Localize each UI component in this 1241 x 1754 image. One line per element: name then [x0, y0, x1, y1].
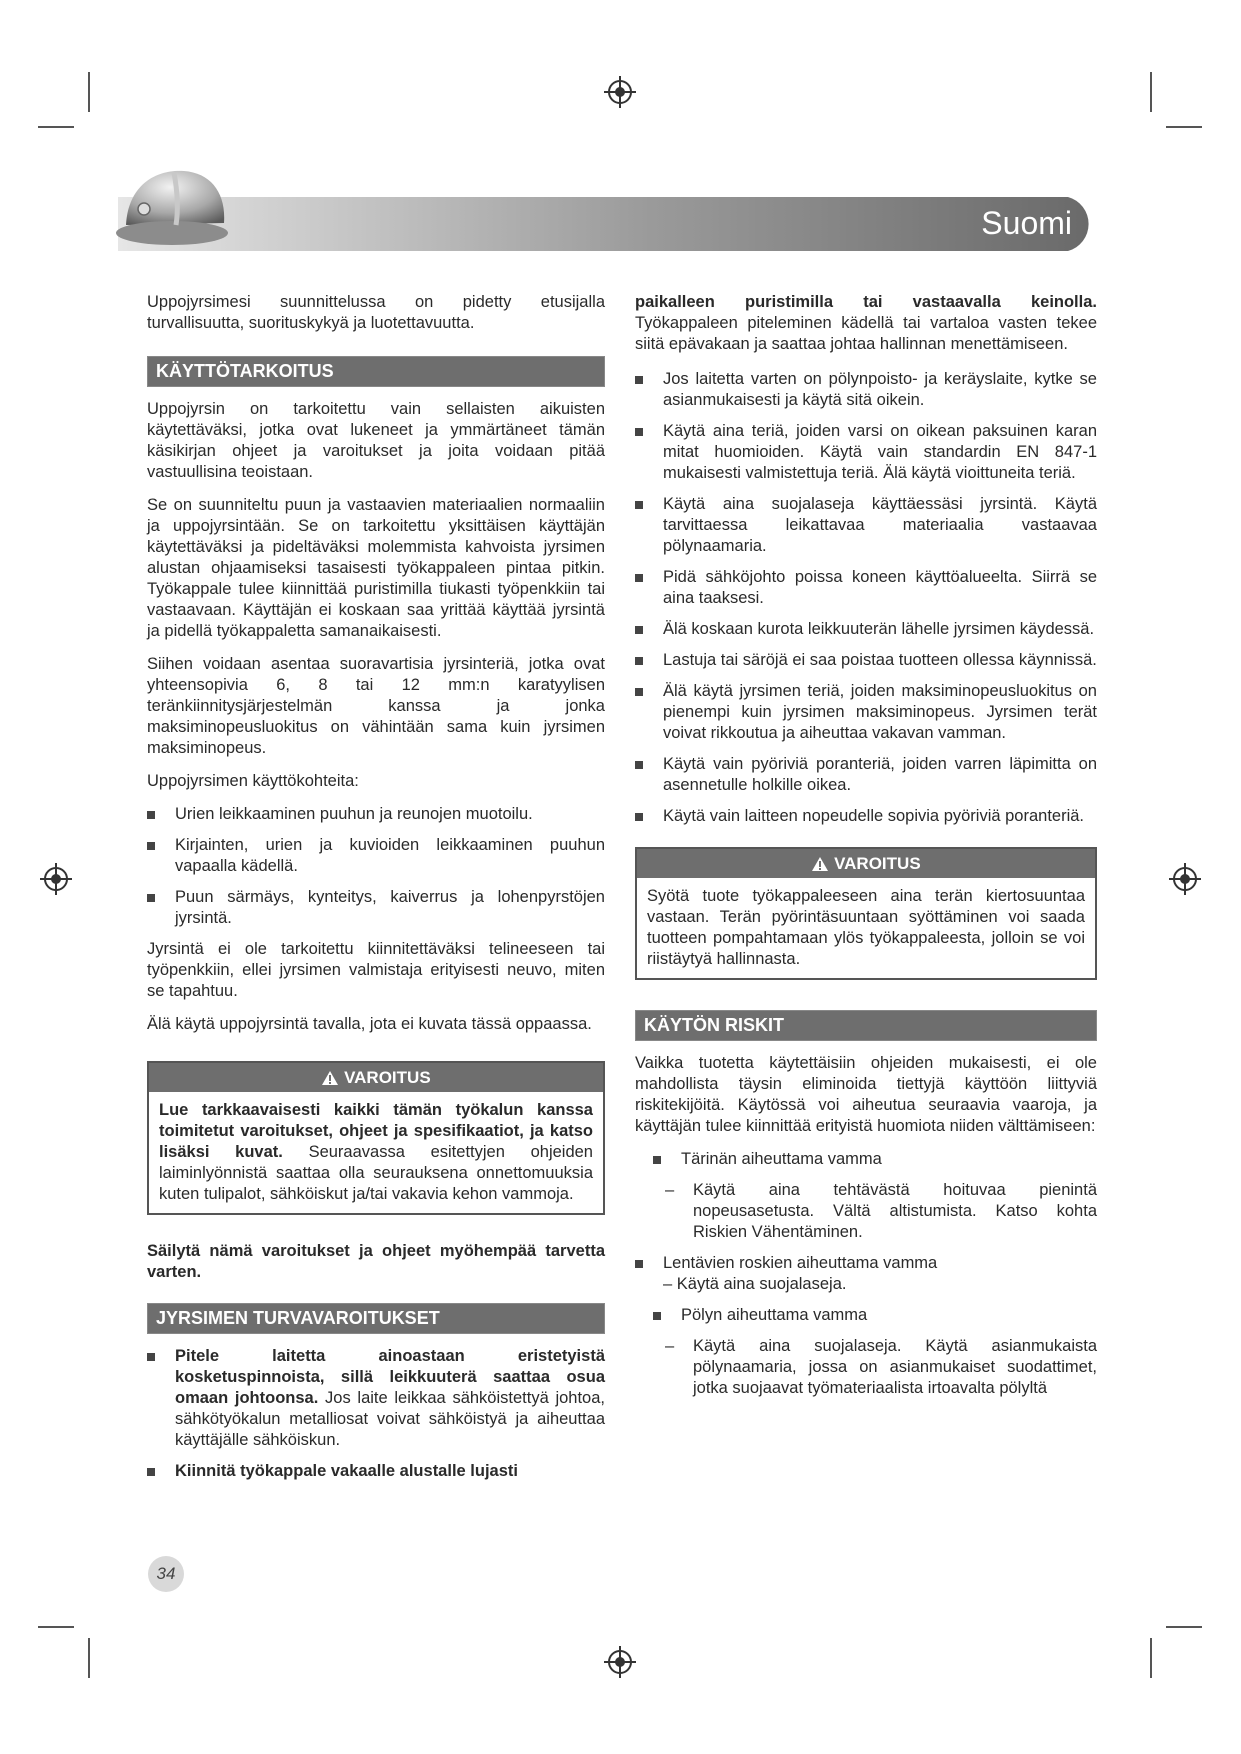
list-item: Käytä aina teriä, joiden varsi on oikean paksuinen karan mitat huomioiden. Käytä vain standardin EN 847-1 mukaisesti valmistettuja teriä. Älä käytä vioittuneita teriä.	[635, 421, 1097, 484]
risk-detail: – Käytä aina suojalaseja. Käytä asianmukaista pölynaamaria, jossa on asianmukaiset suodattimet, jotka suojaavat työmateriaalista irtoavalta pölyltä	[665, 1337, 1097, 1397]
intro-text: Uppojyrsimesi suunnittelussa on pidetty etusijalla turvallisuutta, suorituskykyä ja luotettavuutta.	[147, 293, 605, 332]
list-item: Pölyn aiheuttama vamma	[653, 1305, 1097, 1326]
warning-body: Lue tarkkaavaisesti kaikki tämän työkalun kanssa toimitetut varoitukset, ohjeet ja spesifikaatiot, ja katso lisäksi kuvat. Seuraavassa esitettyjen ohjeiden laiminlyönnistä saattaa olla seurauksena onnettomuuksia kuten tulipalot, sähköiskut ja/tai vakavia kehon vammoja.	[159, 1101, 593, 1203]
warning-triangle-icon	[811, 856, 829, 872]
list-item: Puun särmäys, kynteitys, kaiverrus ja lohenpyrstöjen jyrsintä.	[147, 887, 605, 929]
crop-mark	[38, 1626, 74, 1628]
warning-header	[637, 849, 1095, 878]
uses-heading: Uppojyrsimen käyttökohteita:	[147, 772, 359, 790]
purpose-paragraph: Uppojyrsin on tarkoitettu vain sellaisten aikuisten käytettäväksi, jotka ovat lukeneet ja ymmärtäneet tämän käsikirjan ohjeet ja varoitukset ja joita voidaan pitää vastuullisina teoistaan.	[147, 400, 605, 481]
keep-instructions: Säilytä nämä varoitukset ja ohjeet myöhempää tarvetta varten.	[147, 1242, 605, 1281]
banner-label-wrap	[118, 193, 1096, 255]
risks-intro: Vaikka tuotetta käytettäisiin ohjeiden mukaisesti, ei ole mahdollista täysin eliminoida tiettyjä käyttöön liittyviä riskitekijöitä. Käytössä voi aiheutua seuraavia vaaroja, ja käyttäjän tulee kiinnittää erityistä huomiota niiden välttämiseen:	[635, 1054, 1097, 1135]
risk-detail: – Käytä aina tehtävästä hoituvaa pienintä nopeusasetusta. Vältä altistumista. Katso kohta Riskien Vähentäminen.	[665, 1181, 1097, 1241]
list-item: Käytä aina suojalaseja käyttäessäsi jyrsintä. Käytä tarvittaessa leikattavaa materiaalia vastaavaa pölynaamaria.	[635, 494, 1097, 557]
right-column	[635, 292, 1097, 1409]
section-heading-safety: JYRSIMEN TURVAVAROITUKSET	[147, 1303, 605, 1334]
list-item: Pidä sähköjohto poissa koneen käyttöalueelta. Siirrä se aina taaksesi.	[635, 567, 1097, 609]
risks-list	[635, 1253, 1097, 1295]
uses-list	[147, 804, 605, 929]
list-item: Kiinnitä työkappale vakaalle alustalle lujasti	[147, 1461, 605, 1482]
purpose-paragraph: Se on suunniteltu puun ja vastaavien materiaalien normaaliin ja uppojyrsintään. Se on tarkoitettu yksittäisen käyttäjän käytettäväksi ja pideltäväksi molemmista kahvoista jyrsimen alustan ohjaamiseksi tasaisesti työkappaleen pintaa pitkin. Työkappale tulee kiinnittää puristimilla tiukasti työpenkkiin tai vastaavaan. Käyttäjän ei koskaan saa yrittää käyttää jyrsintä ja pidellä työkappaletta samanaikaisesti.	[147, 496, 605, 640]
registration-mark-icon	[39, 862, 73, 896]
purpose-paragraph: Älä käytä uppojyrsintä tavalla, jota ei kuvata tässä oppaassa.	[147, 1015, 592, 1033]
section-heading-risks: KÄYTÖN RISKIT	[635, 1010, 1097, 1041]
left-column	[147, 292, 605, 1492]
warning-triangle-icon	[321, 1070, 339, 1086]
list-item: Kirjainten, urien ja kuvioiden leikkaaminen puuhun vapaalla kädellä.	[147, 835, 605, 877]
crop-mark	[1166, 126, 1202, 128]
list-item: Tärinän aiheuttama vamma	[653, 1149, 1097, 1170]
list-item: Käytä vain pyöriviä poranteriä, joiden varren läpimitta on asennetulle holkille oikea.	[635, 754, 1097, 796]
crop-mark	[88, 72, 90, 112]
list-item: Lentävien roskien aiheuttama vamma – Käytä aina suojalaseja.	[635, 1253, 1097, 1295]
continued-paragraph: paikalleen puristimilla tai vastaavalla keinolla. Työkappaleen piteleminen kädellä tai vartaloa vasten tekee siitä epävakaan ja saattaa johtaa hallinnan menettämiseen.	[635, 293, 1097, 353]
crop-mark	[88, 1638, 90, 1678]
safety-list	[147, 1346, 605, 1482]
list-item: Jos laitetta varten on pölynpoisto- ja keräyslaite, kytke se asianmukaisesti ja käytä sitä oikein.	[635, 369, 1097, 411]
registration-mark-icon	[1168, 862, 1202, 896]
warning-box	[635, 847, 1097, 980]
registration-mark-icon	[603, 1645, 637, 1679]
warning-box	[147, 1061, 605, 1215]
list-item: Älä koskaan kurota leikkuuterän lähelle jyrsimen käydessä.	[635, 619, 1097, 640]
language-label: Suomi	[981, 205, 1072, 241]
page-number: 34	[148, 1556, 184, 1592]
list-item: Lastuja tai säröjä ei saa poistaa tuotteen ollessa käynnissä.	[635, 650, 1097, 671]
purpose-paragraph: Siihen voidaan asentaa suoravartisia jyrsinteriä, jotka ovat yhteensopivia 6, 8 tai 12 mm:n karatyylisen teränkiinnitysjärjestelmän kanssa ja jonka maksiminopeusluokitus on vähintään sama kuin jyrsimen maksiminopeus.	[147, 655, 605, 757]
warning-title: VAROITUS	[834, 854, 921, 873]
purpose-paragraph: Jyrsintä ei ole tarkoitettu kiinnitettäväksi telineeseen tai työpenkkiin, ellei jyrsimen valmistaja erityisesti neuvo, miten se tapahtuu.	[147, 940, 605, 1000]
hard-hat-icon	[116, 163, 231, 251]
crop-mark	[1166, 1626, 1202, 1628]
list-item: Älä käytä jyrsimen teriä, joiden maksiminopeusluokitus on pienempi kuin jyrsimen maksiminopeus. Jyrsimen terät voivat rikkoutua ja aiheuttaa vakavan vamman.	[635, 681, 1097, 744]
warning-title: VAROITUS	[344, 1068, 431, 1087]
crop-mark	[1150, 72, 1152, 112]
list-item: Urien leikkaaminen puuhun ja reunojen muotoilu.	[147, 804, 605, 825]
warning-header	[149, 1063, 603, 1092]
registration-mark-icon	[603, 75, 637, 109]
crop-mark	[1150, 1638, 1152, 1678]
safety-list-continued	[635, 369, 1097, 827]
list-item: Pitele laitetta ainoastaan eristetyistä kosketuspinnoista, sillä leikkuuterä saattaa osua omaan johtoonsa. Jos laite leikkaa sähköistettyä johtoa, sähkötyökalun metalliosat voivat sähköistyä ja aiheuttaa käyttäjälle sähköiskun.	[147, 1346, 605, 1451]
crop-mark	[38, 126, 74, 128]
risks-list	[653, 1305, 1097, 1326]
list-item: Käytä vain laitteen nopeudelle sopivia pyöriviä poranteriä.	[635, 806, 1097, 827]
warning-body: Syötä tuote työkappaleeseen aina terän kiertosuuntaa vastaan. Terän pyörintäsuuntaan syöttäminen voi saada tuotteen pompahtamaan ylös työkappaleesta, jolloin se voi riistäytyä hallinnasta.	[647, 887, 1085, 968]
section-heading-purpose: KÄYTTÖTARKOITUS	[147, 356, 605, 387]
risks-list	[653, 1149, 1097, 1170]
